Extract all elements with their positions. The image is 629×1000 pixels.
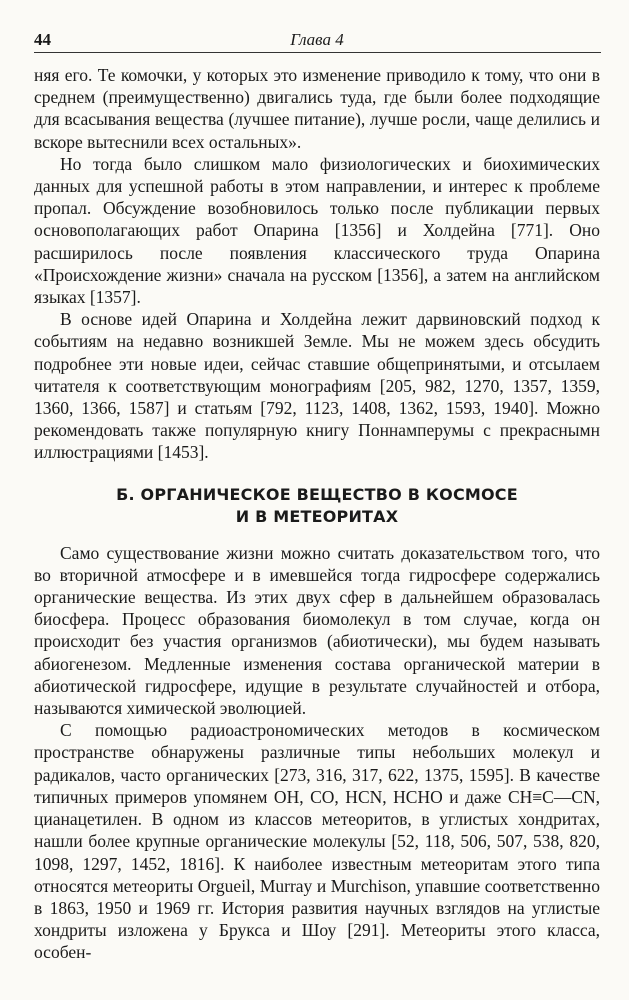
page-body [34,64,600,964]
paragraph: С помощью радиоастрономических методов в космическом пространстве обнаружены различные типы небольших молекул и радикалов, часто органических [273, 316, 317, 622, 1375, 1595]. В качестве типичных примеров упомянем OH, CO, HCN, HCHO и даже CH≡C—CN, цианацетилен. В одном из классов метеоритов, в углистых хондритах, нашли более крупные органические молекулы [52, 118, 506, 507, 538, 820, 1098, 1297, 1452, 1816]. К наиболее известным метеоритам этого типа относятся метеориты Orgueil, Murray и Murchison, упавшие соответственно в 1863, 1950 и 1969 гг. История развития научных взглядов на углистые хондриты изложена у Брукса и Шоу [291]. Метеориты этого класса, особен- [34,720,600,963]
paragraph: В основе идей Опарина и Холдейна лежит дарвиновский подход к событиям на недавно возникшей Земле. Мы не можем здесь обсудить подробнее эти новые идеи, сейчас ставшие общепринятыми, и отсылаем читателя к соответствующим монографиям [205, 982, 1270, 1357, 1359, 1360, 1366, 1587] и статьям [792, 1123, 1408, 1362, 1593, 1940]. Можно рекомендовать также популярную книгу Поннамперумы с прекраснымн иллюстрациями [1453]. [34,309,600,463]
header-rule [34,52,601,53]
running-header [34,30,600,50]
section-heading-line: И В МЕТЕОРИТАХ [235,506,399,526]
section-heading-line: Б. ОРГАНИЧЕСКОЕ ВЕЩЕСТВО В КОСМОСЕ [116,484,518,504]
section-heading [34,484,600,528]
paragraph: няя его. Те комочки, у которых это изменение приводило к тому, что они в среднем (преимущественно) двигались туда, где были более подходящие для всасывания вещества (лучшее питание), лучше росли, чаще делились и вскоре вытеснили всех остальных». [34,65,600,152]
page-number: 44 [34,30,51,49]
paragraph: Но тогда было слишком мало физиологических и биохимических данных для успешной работы в этом направлении, и интерес к проблеме пропал. Обсуждение возобновилось только после публикации первых основополагающих работ Опарина [1356] и Холдейна [771]. Оно расширилось после появления классического труда Опарина «Происхождение жизни» сначала на русском [1356], а затем на английском языках [1357]. [34,153,600,308]
paragraph: Само существование жизни можно считать доказательством того, что во вторичной атмосфере и в имевшейся тогда гидросфере содержались органические вещества. Из этих двух сфер в дальнейшем образовалась биосфера. Процесс образования биомолекул в том случае, когда он происходит без участия организмов (абиотически), мы будем называть абиогенезом. Медленные изменения состава органической материи в абиотической гидросфере, идущие в результате случайностей и отбора, называются химической эволюцией. [34,542,600,719]
chapter-title: Глава 4 [290,30,344,49]
